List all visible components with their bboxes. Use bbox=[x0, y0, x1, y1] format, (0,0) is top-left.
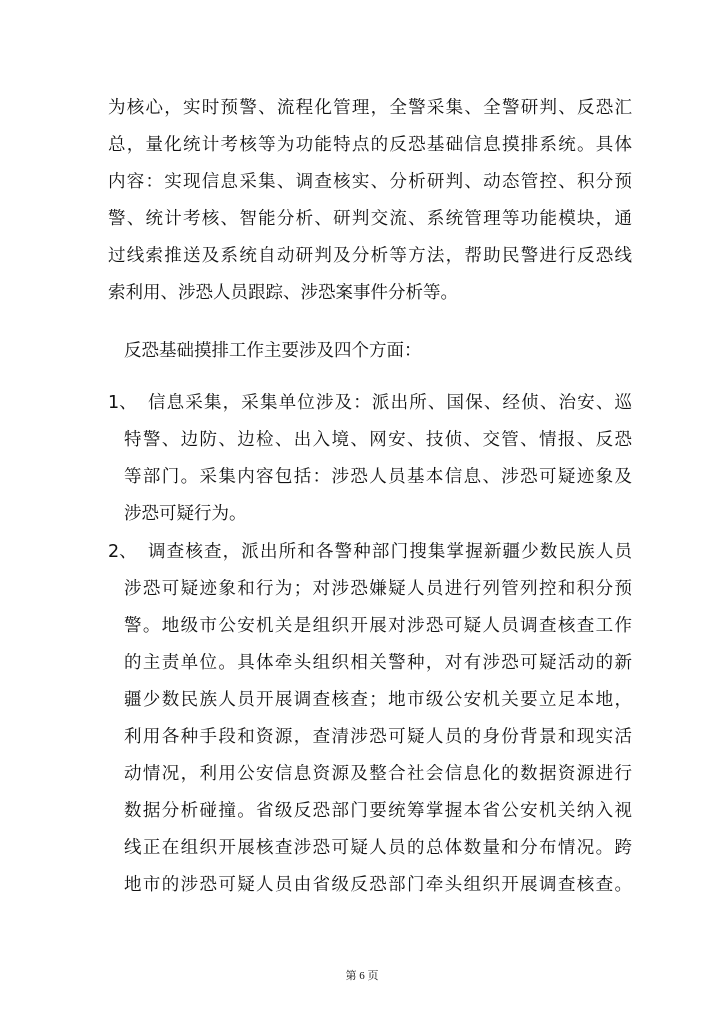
text-line: 总，量化统计考核等为功能特点的反恐基础信息摸排系统。具体 bbox=[108, 135, 632, 155]
text-line: 索利用、涉恐人员跟踪、涉恐案事件分析等。 bbox=[108, 283, 458, 303]
text-line: 动情况，利用公安信息资源及整合社会信息化的数据资源进行 bbox=[124, 764, 632, 784]
paragraph-four-aspects: 反恐基础摸排工作主要涉及四个方面： bbox=[124, 341, 422, 361]
text-line: 疆少数民族人员开展调查核查；地市级公安机关要立足本地， bbox=[124, 690, 632, 710]
text-line: 内容：实现信息采集、调查核实、分析研判、动态管控、积分预 bbox=[108, 172, 632, 192]
list-number: 1、 bbox=[108, 393, 137, 413]
text-line: 信息采集，采集单位涉及：派出所、国保、经侦、治安、巡 bbox=[148, 393, 632, 413]
page-number: 第 6 页 bbox=[345, 970, 379, 982]
text-line: 的主责单位。具体牵头组织相关警种，对有涉恐可疑活动的新 bbox=[124, 653, 632, 673]
text-line: 利用各种手段和资源，查清涉恐可疑人员的身份背景和现实活 bbox=[124, 727, 632, 747]
text-line: 警。地级市公安机关是组织开展对涉恐可疑人员调查核查工作 bbox=[124, 616, 632, 636]
text-line: 数据分析碰撞。省级反恐部门要统筹掌握本省公安机关纳入视 bbox=[124, 801, 632, 821]
text-line: 涉恐可疑迹象和行为；对涉恐嫌疑人员进行列管列控和积分预 bbox=[124, 579, 632, 599]
text-line: 线正在组织开展核查涉恐可疑人员的总体数量和分布情况。跨 bbox=[124, 838, 632, 858]
text-line: 特警、边防、边检、出入境、网安、技侦、交管、情报、反恐 bbox=[124, 430, 632, 450]
text-line: 过线索推送及系统自动研判及分析等方法，帮助民警进行反恐线 bbox=[108, 246, 632, 266]
text-line: 地市的涉恐可疑人员由省级反恐部门牵头组织开展调查核查。 bbox=[124, 875, 632, 895]
text-line: 等部门。采集内容包括：涉恐人员基本信息、涉恐可疑迹象及 bbox=[124, 467, 632, 487]
text-line: 警、统计考核、智能分析、研判交流、系统管理等功能模块，通 bbox=[108, 209, 632, 229]
text-line: 涉恐可疑行为。 bbox=[124, 504, 247, 524]
text-line: 调查核查，派出所和各警种部门搜集掌握新疆少数民族人员 bbox=[148, 542, 632, 562]
text-line: 为核心，实时预警、流程化管理，全警采集、全警研判、反恐汇 bbox=[108, 98, 632, 118]
list-number: 2、 bbox=[108, 542, 137, 562]
